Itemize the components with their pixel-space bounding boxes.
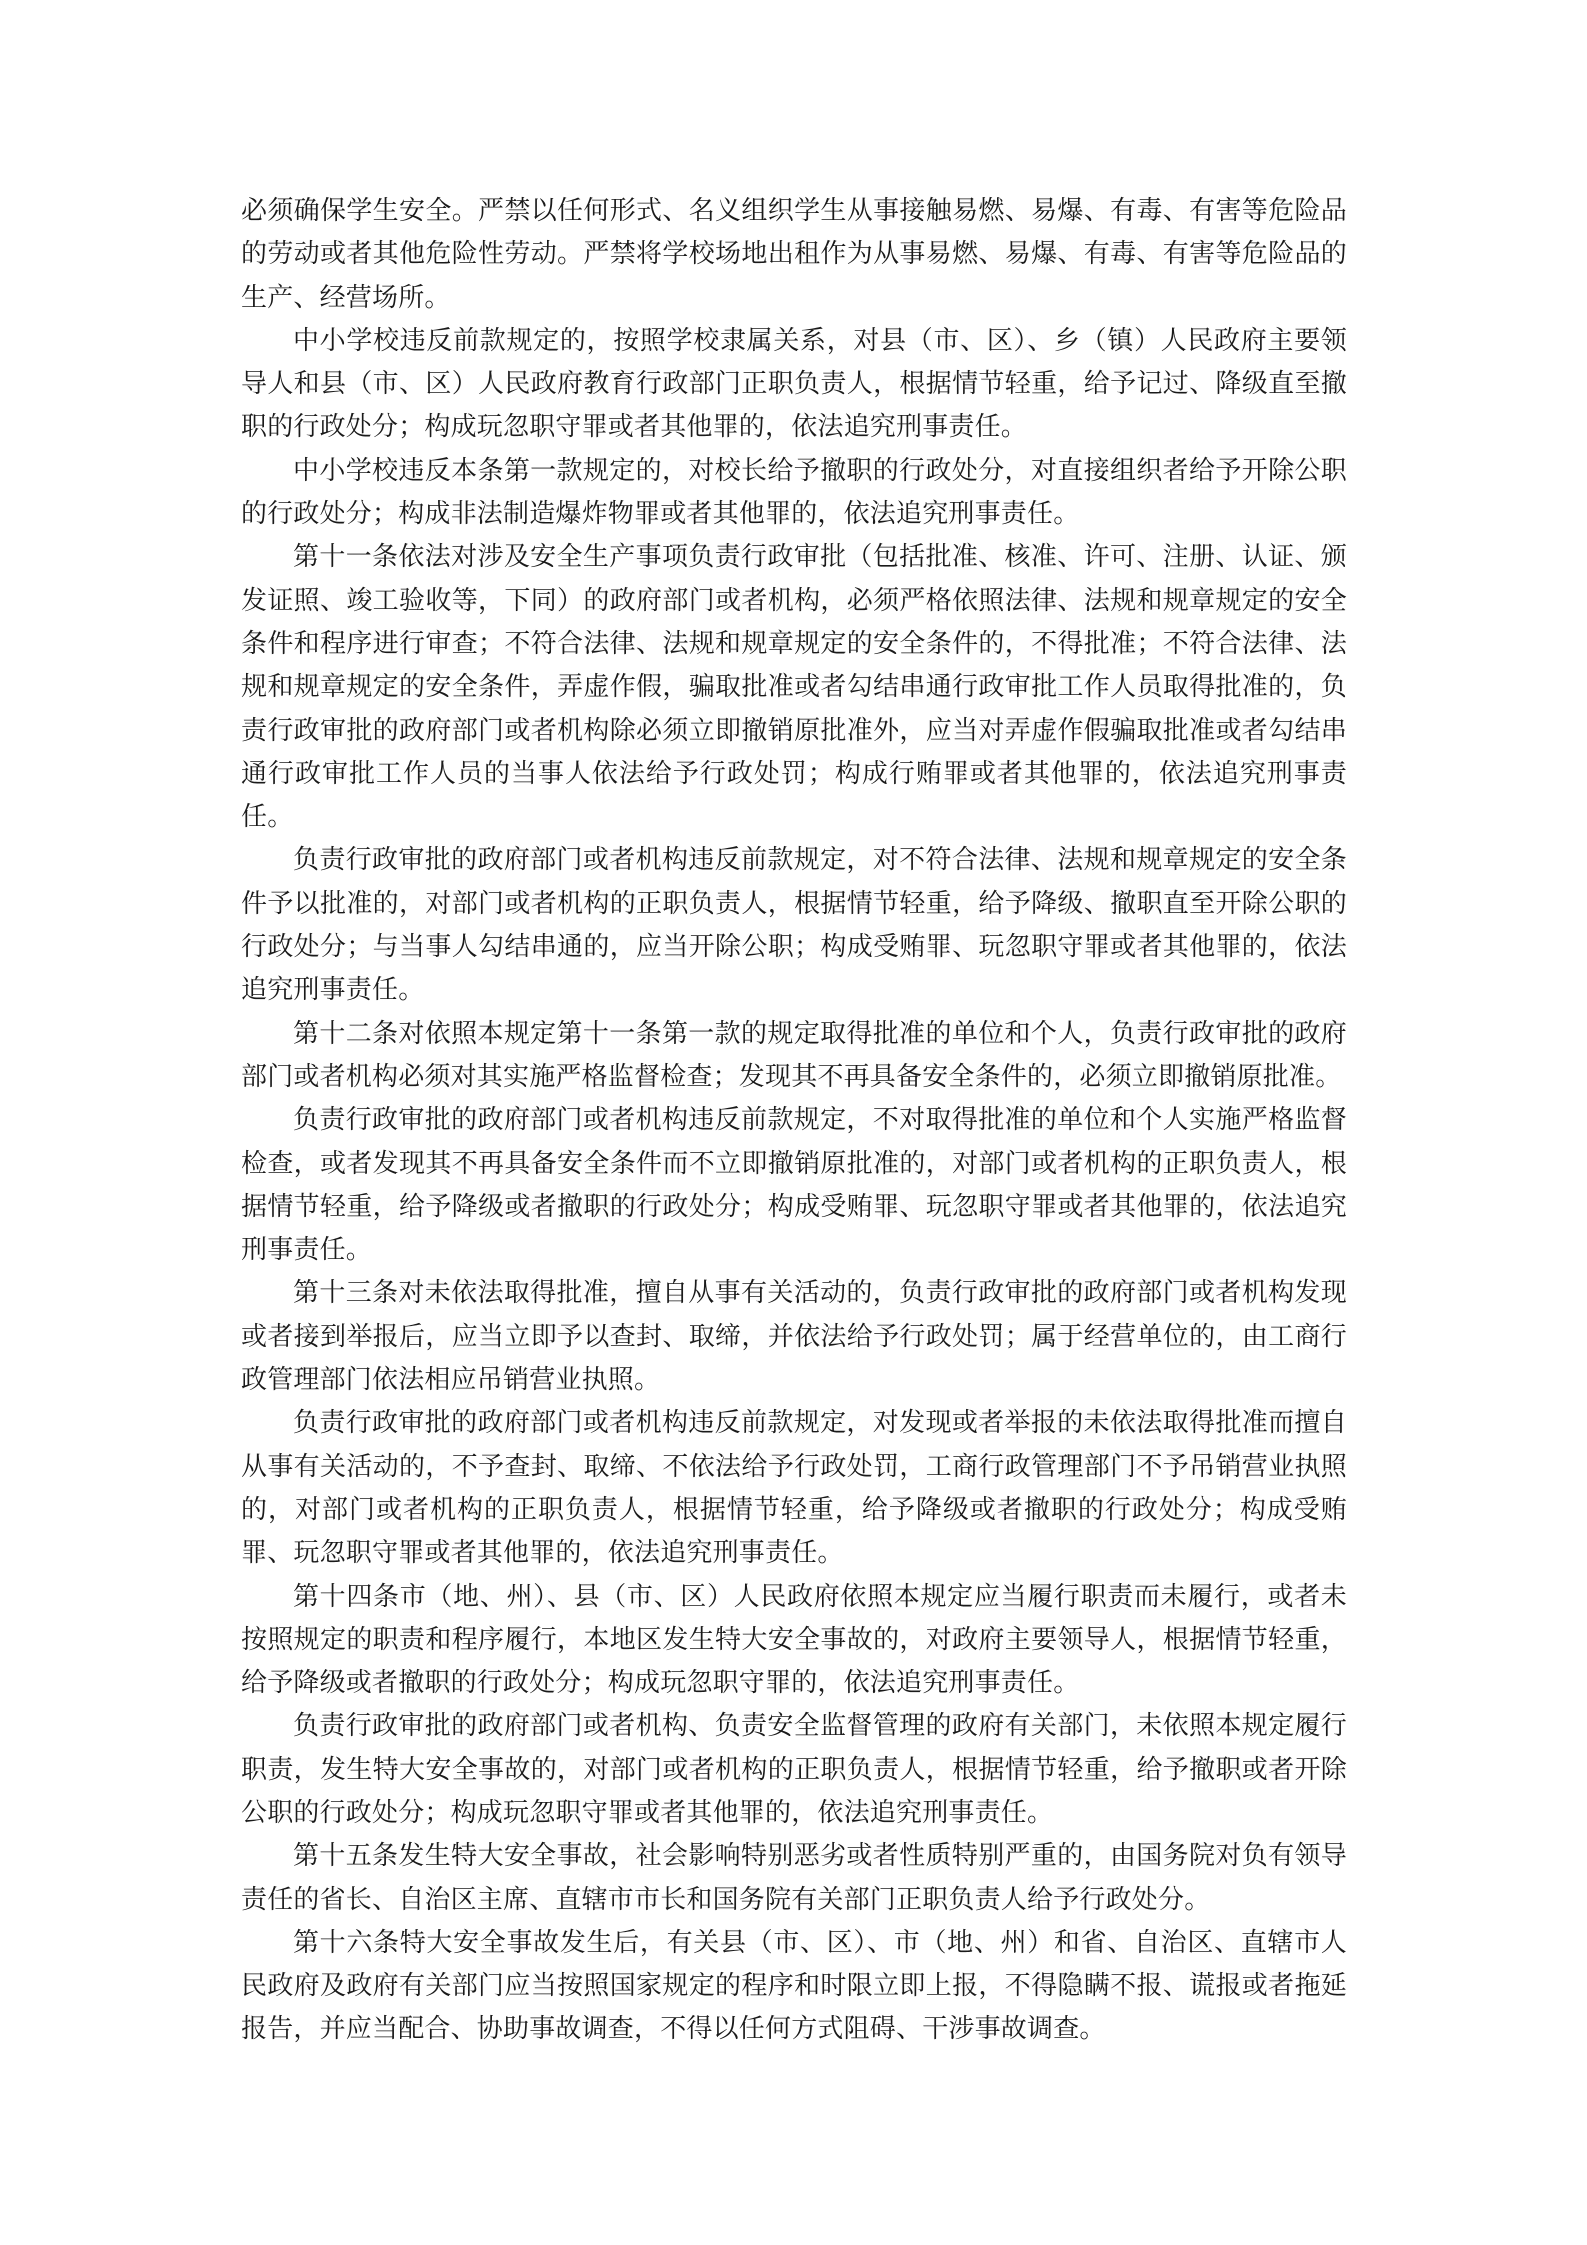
paragraph-article-13: 第十三条对未依法取得批准，擅自从事有关活动的，负责行政审批的政府部门或者机构发现或者接到举报后，应当立即予以查封、取缔，并依法给予行政处罚；属于经营单位的，由工商行政管理部门依法相应吊销营业执照。: [241, 1278, 1347, 1396]
paragraph-7: 负责行政审批的政府部门或者机构违反前款规定，不对取得批准的单位和个人实施严格监督检查，或者发现其不再具备安全条件而不立即撤销原批准的，对部门或者机构的正职负责人，根据情节轻重，给予降级或者撤职的行政处分；构成受贿罪、玩忽职守罪或者其他罪的，依法追究刑事责任。: [241, 1105, 1347, 1266]
paragraph-2: 中小学校违反前款规定的，按照学校隶属关系，对县（市、区）、乡（镇）人民政府主要领导人和县（市、区）人民政府教育行政部门正职负责人，根据情节轻重，给予记过、降级直至撤职的行政处分；构成玩忽职守罪或者其他罪的，依法追究刑事责任。: [241, 325, 1347, 443]
document-body: [241, 190, 1347, 2052]
paragraph-1: 必须确保学生安全。严禁以任何形式、名义组织学生从事接触易燃、易爆、有毒、有害等危险品的劳动或者其他危险性劳动。严禁将学校场地出租作为从事易燃、易爆、有毒、有害等危险品的生产、经营场所。: [241, 196, 1347, 313]
paragraph-3: 中小学校违反本条第一款规定的，对校长给予撤职的行政处分，对直接组织者给予开除公职的行政处分；构成非法制造爆炸物罪或者其他罪的，依法追究刑事责任。: [241, 455, 1347, 530]
paragraph-article-14: 第十四条市（地、州）、县（市、区）人民政府依照本规定应当履行职责而未履行，或者未按照规定的职责和程序履行，本地区发生特大安全事故的，对政府主要领导人，根据情节轻重，给予降级或者撤职的行政处分；构成玩忽职守罪的，依法追究刑事责任。: [241, 1581, 1347, 1699]
paragraph-article-11: 第十一条依法对涉及安全生产事项负责行政审批（包括批准、核准、许可、注册、认证、颁发证照、竣工验收等，下同）的政府部门或者机构，必须严格依照法律、法规和规章规定的安全条件和程序进行审查；不符合法律、法规和规章规定的安全条件的，不得批准；不符合法律、法规和规章规定的安全条件，弄虚作假，骗取批准或者勾结串通行政审批工作人员取得批准的，负责行政审批的政府部门或者机构除必须立即撤销原批准外，应当对弄虚作假骗取批准或者勾结串通行政审批工作人员的当事人依法给予行政处罚；构成行贿罪或者其他罪的，依法追究刑事责任。: [241, 542, 1347, 833]
paragraph-article-15: 第十五条发生特大安全事故，社会影响特别恶劣或者性质特别严重的，由国务院对负有领导责任的省长、自治区主席、直辖市市长和国务院有关部门正职负责人给予行政处分。: [241, 1841, 1347, 1915]
paragraph-article-12: 第十二条对依照本规定第十一条第一款的规定取得批准的单位和个人，负责行政审批的政府部门或者机构必须对其实施严格监督检查；发现其不再具备安全条件的，必须立即撤销原批准。: [241, 1018, 1347, 1092]
paragraph-9: 负责行政审批的政府部门或者机构违反前款规定，对发现或者举报的未依法取得批准而擅自从事有关活动的，不予查封、取缔、不依法给予行政处罚，工商行政管理部门不予吊销营业执照的，对部门或者机构的正职负责人，根据情节轻重，给予降级或者撤职的行政处分；构成受贿罪、玩忽职守罪或者其他罪的，依法追究刑事责任。: [241, 1408, 1347, 1569]
paragraph-5: 负责行政审批的政府部门或者机构违反前款规定，对不符合法律、法规和规章规定的安全条件予以批准的，对部门或者机构的正职负责人，根据情节轻重，给予降级、撤职直至开除公职的行政处分；与当事人勾结串通的，应当开除公职；构成受贿罪、玩忽职守罪或者其他罪的，依法追究刑事责任。: [241, 845, 1347, 1006]
paragraph-11: 负责行政审批的政府部门或者机构、负责安全监督管理的政府有关部门，未依照本规定履行职责，发生特大安全事故的，对部门或者机构的正职负责人，根据情节轻重，给予撤职或者开除公职的行政处分；构成玩忽职守罪或者其他罪的，依法追究刑事责任。: [241, 1711, 1347, 1828]
paragraph-article-16: 第十六条特大安全事故发生后，有关县（市、区）、市（地、州）和省、自治区、直辖市人民政府及政府有关部门应当按照国家规定的程序和时限立即上报，不得隐瞒不报、谎报或者拖延报告，并应当配合、协助事故调查，不得以任何方式阻碍、干涉事故调查。: [241, 1927, 1347, 2045]
